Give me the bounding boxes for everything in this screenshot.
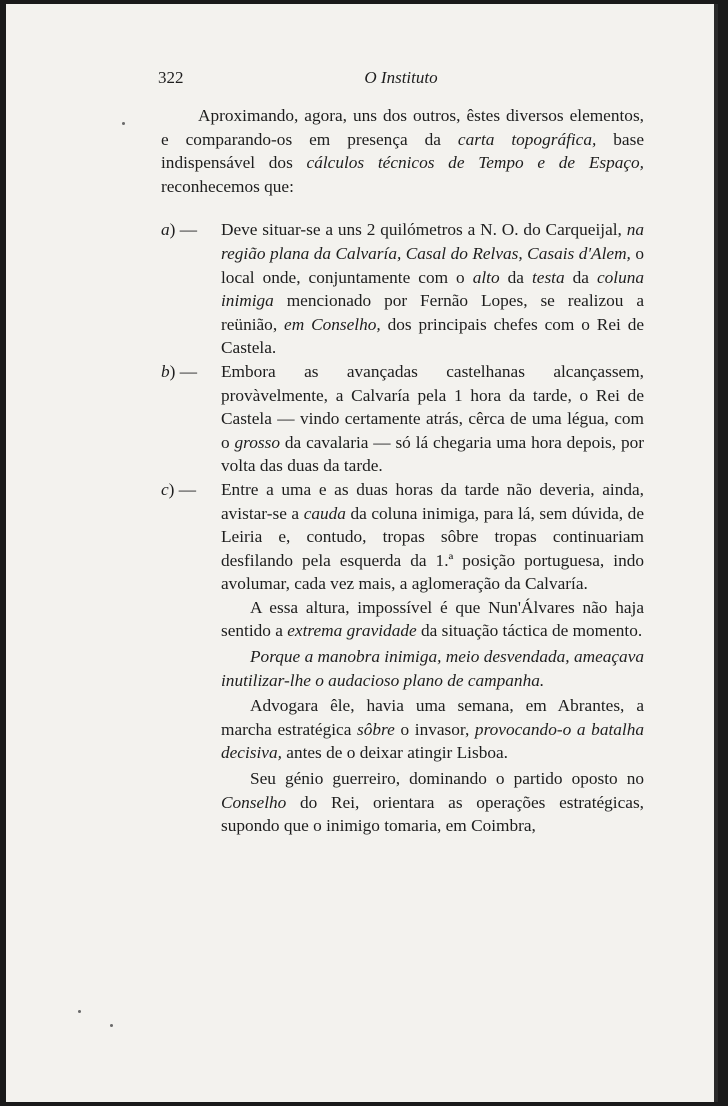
paragraph: A essa altura, impossível é que Nun'Álvares não haja sentido a extrema gravidade da situação táctica de momento.: [221, 597, 644, 641]
paper-speck: [110, 1024, 113, 1027]
list-item: a) — Deve situar-se a uns 2 quilómetros a N. O. do Carqueijal, na região plana da Calvaría, Casal do Relvas, Casais d'Alem, o local onde, conjuntamente com o alto da testa da coluna inimiga mencionado por Fernão Lopes, se realizou a reünião, em Conselho, dos principais chefes com o Rei de Castela.: [161, 218, 644, 360]
intro-paragraph: Aproximando, agora, uns dos outros, êstes diversos elementos, e comparando-os em presença da carta topográfica, base indispensável dos cálculos técnicos de Tempo e de Espaço, reconhecemos que:: [161, 106, 645, 196]
paragraph: Seu génio guerreiro, dominando o partido oposto no Conselho do Rei, orientara as operações estratégicas, supondo que o inimigo tomaria, em Coimbra,: [221, 769, 644, 836]
list-item: c) — Entre a uma e as duas horas da tarde não deveria, ainda, avistar-se a cauda da coluna inimiga, para lá, sem dúvida, de Leiria e, contudo, tropas sôbre tropas continuariam desfilando pela esquerda da 1.ª posição portuguesa, indo avolumar, cada vez mais, a aglomeração da Calvaría.: [161, 478, 644, 596]
paragraph: Porque a manobra inimiga, meio desvendada, ameaçava inutilizar-lhe o audacioso plano de campanha.: [221, 647, 644, 690]
page-header: [158, 68, 644, 92]
paper-speck: [122, 122, 125, 125]
item-label: a) —: [161, 220, 197, 240]
paper-speck: [78, 1010, 81, 1013]
page-number: 322: [158, 68, 184, 87]
body-text: [161, 104, 644, 838]
item-label: b) —: [161, 361, 197, 381]
paragraph: Advogara êle, havia uma semana, em Abrantes, a marcha estratégica sôbre o invasor, provocando-o a batalha decisiva, antes de o deixar atingir Lisboa.: [221, 696, 644, 763]
item-label: c) —: [161, 479, 197, 499]
list-item: b) — Embora as avançadas castelhanas alcançassem, provàvelmente, a Calvaría pela 1 hora da tarde, o Rei de Castela — vindo certamente atrás, cêrca de uma légua, com o grosso da cavalaria — só lá chegaria uma hora depois, por volta das duas da tarde.: [161, 360, 644, 478]
running-title: O Instituto: [364, 68, 438, 87]
book-page: [6, 4, 718, 1102]
